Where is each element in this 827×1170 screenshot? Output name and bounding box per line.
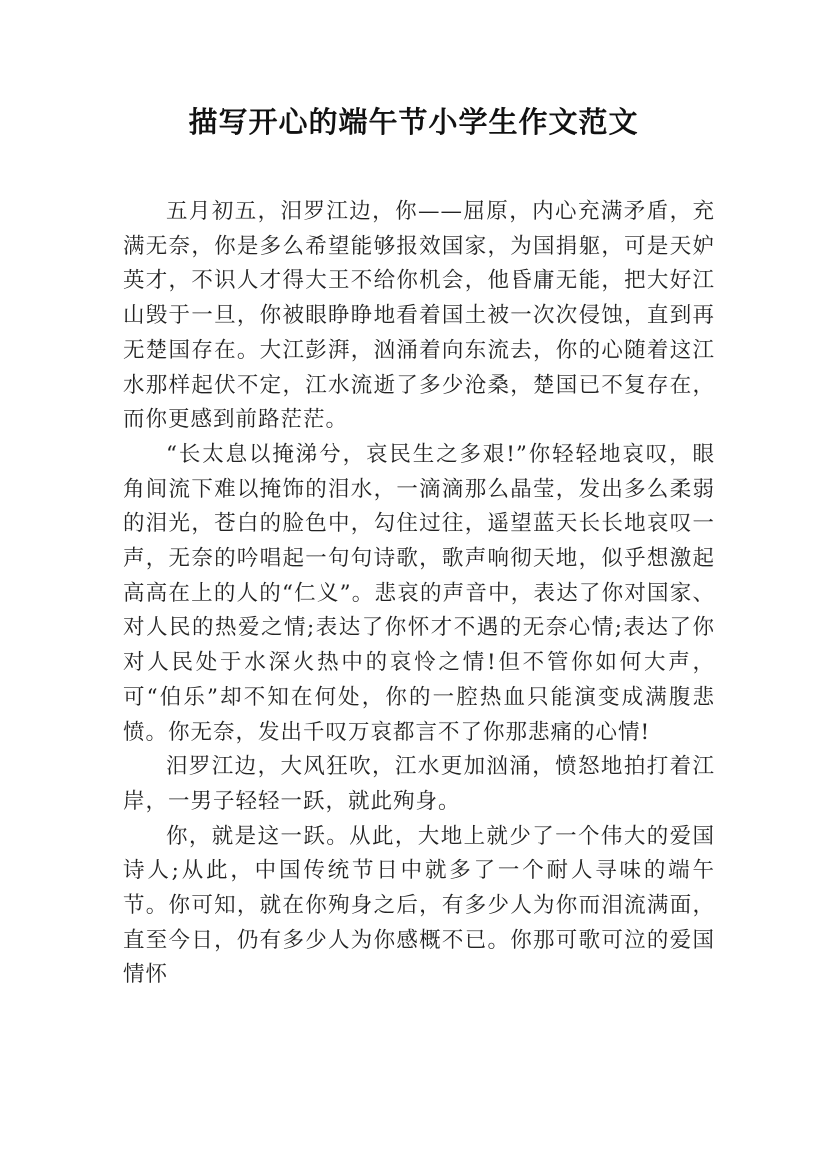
document-body: [123, 195, 715, 993]
paragraph-2: “长太息以掩涕兮，哀民生之多艰!”你轻轻地哀叹，眼角间流下难以掩饰的泪水，一滴滴那么晶莹，发出多么柔弱的泪光，苍白的脸色中，勾住过往，遥望蓝天长长地哀叹一声，无奈的吟唱起一句句诗歌，歌声响彻天地，似乎想激起高高在上的人的“仁义”。悲哀的声音中，表达了你对国家、对人民的热爱之情;表达了你怀才不遇的无奈心情;表达了你对人民处于水深火热中的哀怜之情!但不管你如何大声，可“伯乐”却不知在何处，你的一腔热血只能演变成满腹悲愤。你无奈，发出千叹万哀都言不了你那悲痛的心情!: [123, 441, 715, 745]
paragraph-4: 你，就是这一跃。从此，大地上就少了一个伟大的爱国诗人;从此，中国传统节日中就多了一个耐人寻味的端午节。你可知，就在你殉身之后，有多少人为你而泪流满面，直至今日，仍有多少人为你感概不已。你那可歌可泣的爱国情怀: [123, 823, 715, 988]
document-title: 描写开心的端午节小学生作文范文: [188, 105, 639, 139]
paragraph-3: 汨罗江边，大风狂吹，江水更加汹涌，愤怒地拍打着江岸，一男子轻轻一跃，就此殉身。: [123, 754, 715, 814]
paragraph-1: 五月初五，汨罗江边，你——屈原，内心充满矛盾，充满无奈，你是多么希望能够报效国家，为国捐躯，可是天妒英才，不识人才得大王不给你机会，他昏庸无能，把大好江山毁于一旦，你被眼睁睁地看着国土被一次次侵蚀，直到再无楚国存在。大江彭湃，汹涌着向东流去，你的心随着这江水那样起伏不定，江水流逝了多少沧桑，楚国已不复存在，而你更感到前路茫茫。: [123, 199, 715, 433]
